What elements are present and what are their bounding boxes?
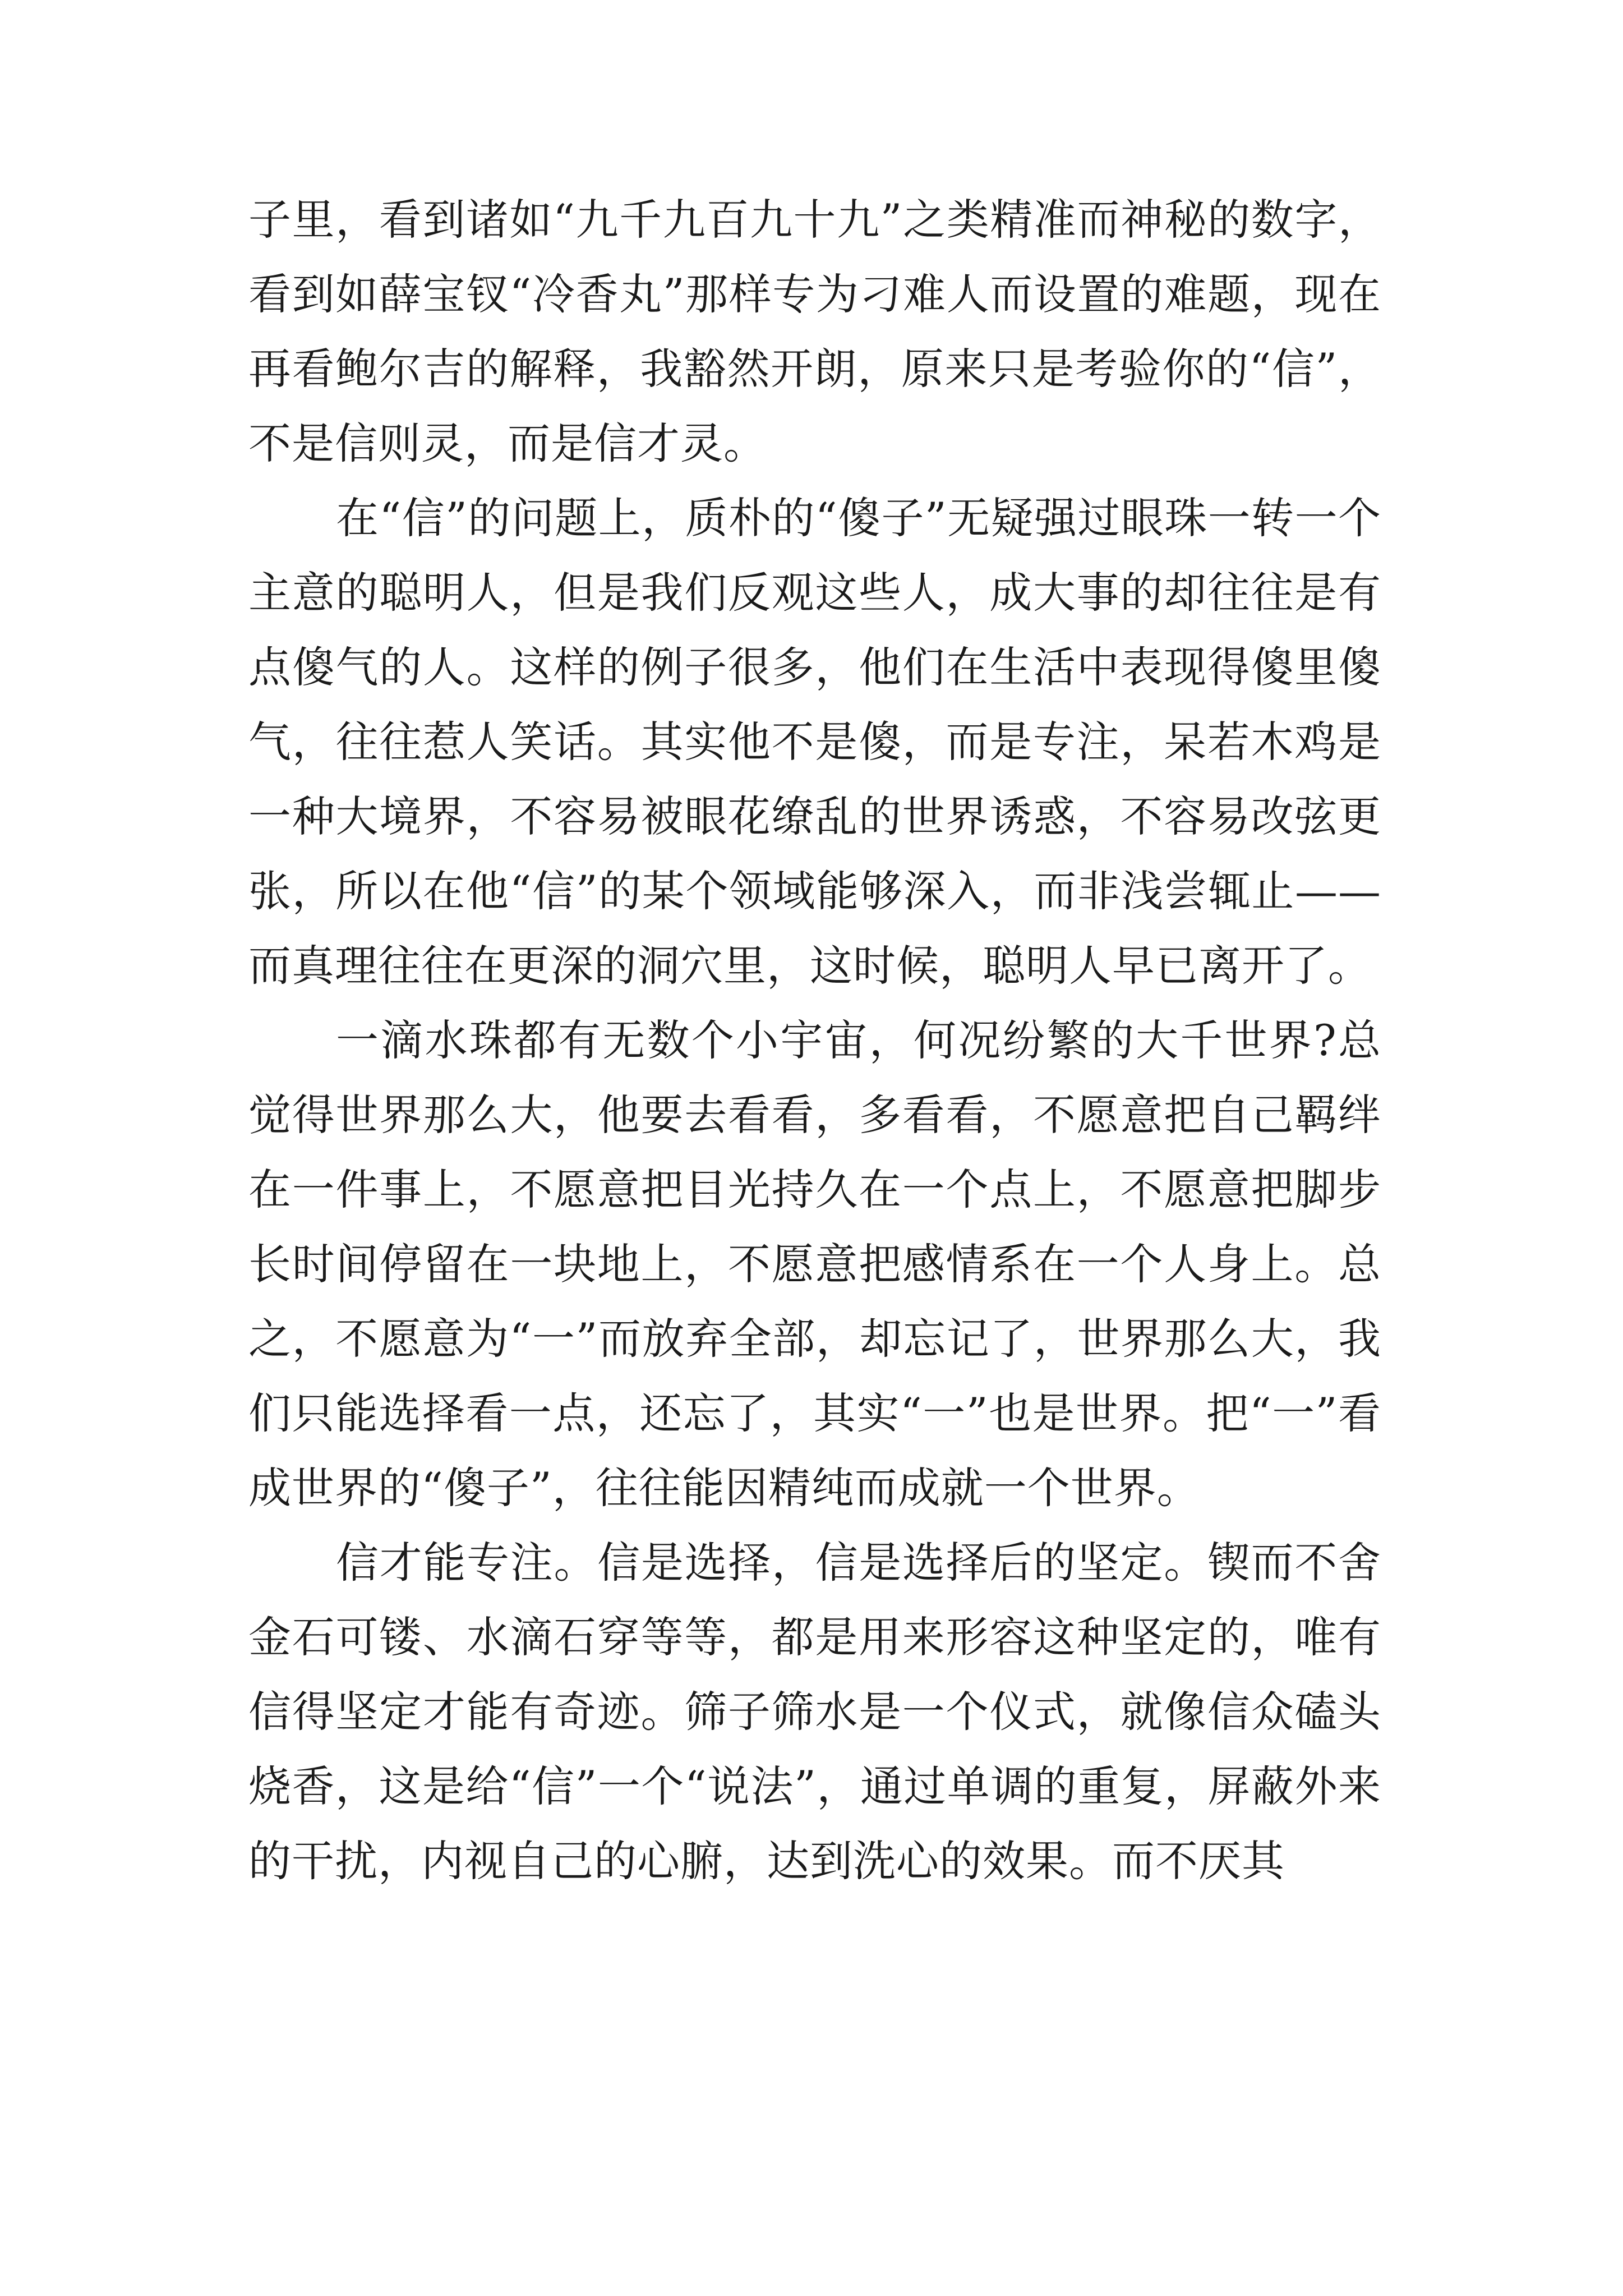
paragraph-4: 信才能专注。信是选择，信是选择后的坚定。锲而不舍金石可镂、水滴石穿等等，都是用来形容这种坚定的，唯有信得坚定才能有奇迹。筛子筛水是一个仪式，就像信众磕头烧香，这是给“信”一个“说法”，通过单调的重复，屏蔽外来的干扰，内视自己的心腑，达到洗心的效果。而不厌其 — [248, 1538, 1381, 1886]
paragraph-1: 子里，看到诸如“九千九百九十九”之类精准而神秘的数字，看到如薛宝钗“冷香丸”那样专为刁难人而设置的难题，现在再看鲍尔吉的解释，我豁然开朗，原来只是考验你的“信”，不是信则灵，而是信才灵。 — [248, 195, 1381, 468]
paragraph-2: 在“信”的问题上，质朴的“傻子”无疑强过眼珠一转一个主意的聪明人，但是我们反观这些人，成大事的却往往是有点傻气的人。这样的例子很多，他们在生活中表现得傻里傻气，往往惹人笑话。其实他不是傻，而是专注，呆若木鸡是一种大境界，不容易被眼花缭乱的世界诱惑，不容易改弦更张，所以在他“信”的某个领域能够深入，而非浅尝辄止——而真理往往在更深的洞穴里，这时候，聪明人早已离开了。 — [248, 493, 1381, 991]
paragraph-3: 一滴水珠都有无数个小宇宙，何况纷繁的大千世界?总觉得世界那么大，他要去看看，多看看，不愿意把自己羁绊在一件事上，不愿意把目光持久在一个点上，不愿意把脚步长时间停留在一块地上，不愿意把感情系在一个人身上。总之，不愿意为“一”而放弃全部，却忘记了，世界那么大，我们只能选择看一点，还忘了，其实“一”也是世界。把“一”看成世界的“傻子”，往往能因精纯而成就一个世界。 — [248, 1015, 1381, 1513]
body-text — [248, 182, 1381, 1898]
